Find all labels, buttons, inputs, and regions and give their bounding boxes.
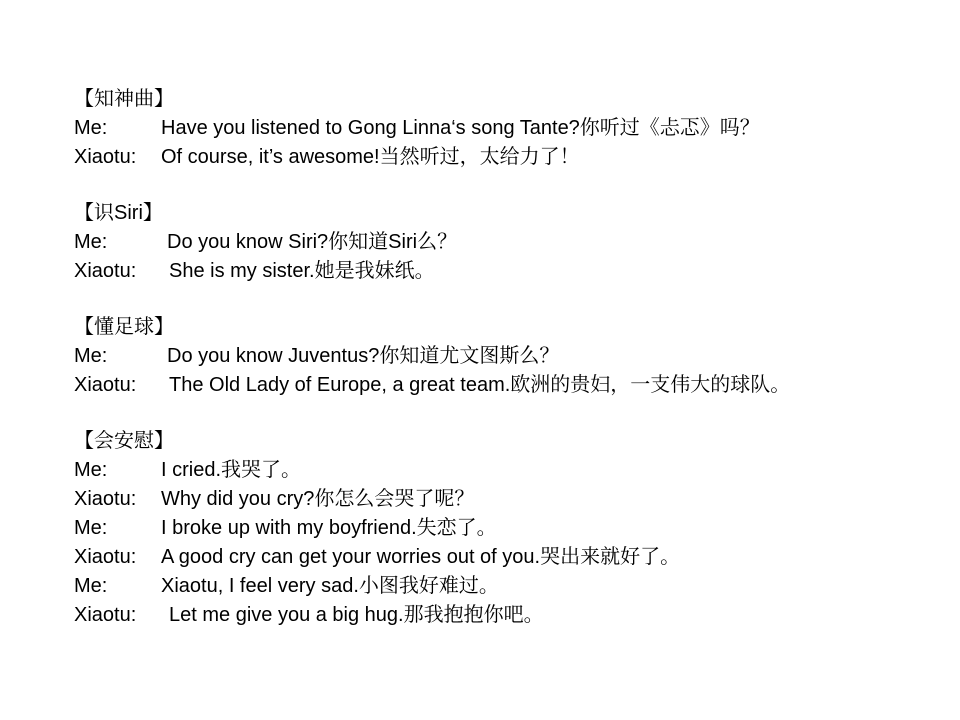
speaker-label: Me: (74, 231, 108, 253)
speaker-label: Me: (74, 575, 108, 597)
speaker-label: Xiaotu: (74, 546, 137, 568)
utterance: Have you listened to Gong Linna‘s song Tante?你听过《忐忑》吗？ (161, 117, 760, 139)
section-comfort (74, 427, 954, 630)
section-heading: 【识Siri】 (74, 202, 163, 224)
dialogue-line (74, 143, 954, 172)
speaker-label: Me: (74, 459, 108, 481)
dialogue-line (74, 342, 954, 371)
dialogue-line (74, 114, 954, 143)
speaker-label: Me: (74, 117, 108, 139)
speaker-label: Xiaotu: (74, 260, 137, 282)
section-siri (74, 199, 954, 286)
speaker-label: Me: (74, 517, 108, 539)
section-music (74, 85, 954, 172)
dialogue-line (74, 485, 954, 514)
section-heading: 【懂足球】 (74, 316, 174, 338)
utterance: She is my sister.她是我妹纸。 (169, 260, 435, 282)
section-football (74, 313, 954, 400)
dialogue-line (74, 572, 954, 601)
speaker-label: Xiaotu: (74, 604, 137, 626)
speaker-label: Xiaotu: (74, 146, 137, 168)
utterance: Xiaotu, I feel very sad.小图我好难过。 (161, 575, 499, 597)
slide-content (74, 85, 954, 657)
speaker-label: Xiaotu: (74, 374, 137, 396)
dialogue-line (74, 371, 954, 400)
speaker-label: Me: (74, 345, 108, 367)
utterance: Let me give you a big hug.那我抱抱你吧。 (169, 604, 544, 626)
dialogue-line (74, 228, 954, 257)
utterance: Why did you cry?你怎么会哭了呢？ (161, 488, 475, 510)
section-heading: 【会安慰】 (74, 430, 174, 452)
utterance: Of course, it’s awesome!当然听过，太给力了！ (161, 146, 580, 168)
utterance: I broke up with my boyfriend.失恋了。 (161, 517, 497, 539)
utterance: A good cry can get your worries out of you.哭出来就好了。 (161, 546, 681, 568)
dialogue-line (74, 514, 954, 543)
utterance: Do you know Siri?你知道Siri么？ (167, 231, 458, 253)
utterance: Do you know Juventus?你知道尤文图斯么？ (167, 345, 560, 367)
utterance: The Old Lady of Europe, a great team.欧洲的贵妇，一支伟大的球队。 (169, 374, 791, 396)
dialogue-line (74, 601, 954, 630)
section-heading: 【知神曲】 (74, 88, 174, 110)
dialogue-line (74, 257, 954, 286)
utterance: I cried.我哭了。 (161, 459, 302, 481)
dialogue-line (74, 543, 954, 572)
dialogue-line (74, 456, 954, 485)
speaker-label: Xiaotu: (74, 488, 137, 510)
